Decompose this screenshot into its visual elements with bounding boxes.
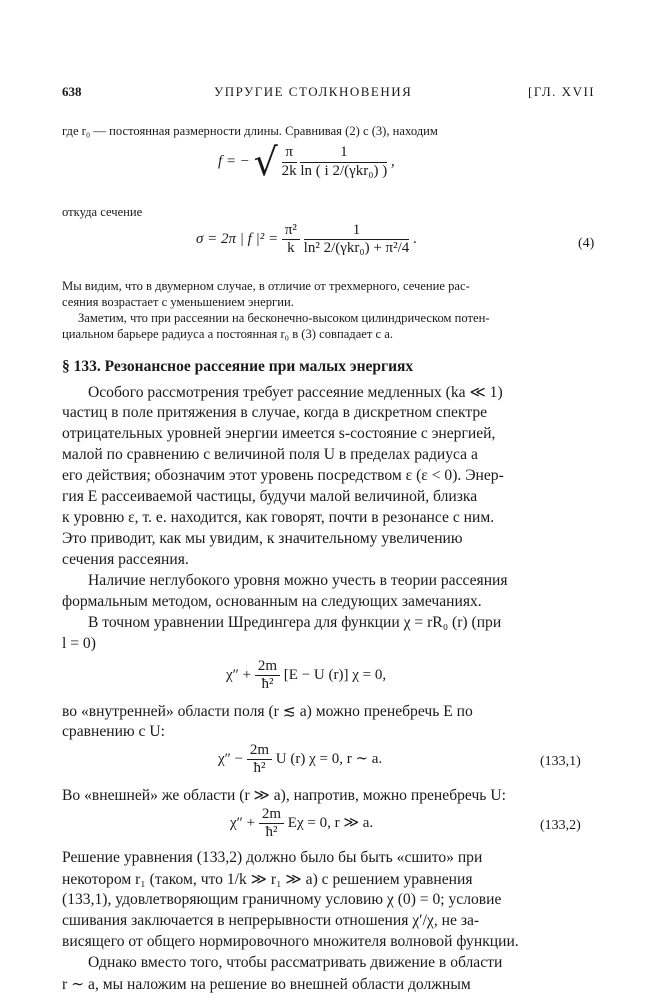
eq-f-sqrt-den: 2k (281, 162, 297, 179)
body-line-4: малой по сравнению с величиной поля U в пределах радиуса a (62, 446, 478, 463)
body-line-7: к уровню ε, т. е. находится, как говорят, почти в резонансе с ним. (62, 509, 495, 526)
body-line-5: его действия; обозначим этот уровень посредством ε (ε < 0). Энер- (62, 467, 504, 484)
body-line-17: Решение уравнения (133,2) должно было бы быть «сшито» при (62, 849, 483, 866)
body-line-13: l = 0) (62, 635, 96, 652)
intro-line-2: откуда сечение (62, 205, 143, 219)
body-line-3: отрицательных уровней энергии имеется s-состояние с энергией, (62, 425, 496, 442)
body-line-15: сравнению с U: (62, 723, 165, 740)
outer-left: χ″ + (230, 815, 256, 832)
chapter-marker: [ГЛ. XVII (528, 84, 596, 99)
eq-sigma-den-1: k (287, 240, 295, 257)
eq-sigma-fraction-1 (282, 222, 300, 258)
inner-coef (247, 742, 272, 778)
eq-sigma-fraction-2 (304, 222, 410, 258)
page-number: 638 (62, 84, 82, 99)
outer-coef-den: ħ² (265, 824, 278, 841)
equation-sigma (196, 222, 417, 258)
eq-sigma-lhs: σ = 2π | f |² = (196, 231, 279, 248)
note-line-4: циальном барьере радиуса a постоянная r₀ в (3) совпадает с a. (62, 327, 394, 341)
equation-outer (230, 806, 373, 842)
schrod-coef-num: 2m (255, 658, 280, 676)
inner-coef-num: 2m (247, 742, 272, 760)
equation-inner (218, 742, 382, 778)
body-line-11: формальным методом, основанным на следующих замечаниях. (62, 593, 482, 610)
body-line-18: некотором r₁ (таком, что 1/k ≫ r₁ ≫ a) с решением уравнения (62, 871, 473, 888)
eq-f-den: ln ( i 2/(γkr₀) ) (300, 162, 388, 179)
outer-coef (259, 806, 284, 842)
schrod-left: χ″ + (226, 667, 252, 684)
eq-sigma-den-2: ln² 2/(γkr₀) + π²/4 (303, 240, 410, 257)
eq-number-133-2: (133,2) (540, 818, 581, 833)
body-line-2: частиц в поле притяжения в случае, когда в дискретном спектре (62, 404, 488, 421)
eq-sigma-num-1: π² (282, 222, 300, 240)
schrod-coef-den: ħ² (261, 676, 274, 693)
eq-sigma-num-2: 1 (304, 222, 410, 240)
equation-f (218, 140, 395, 184)
inner-left: χ″ − (218, 751, 244, 768)
note-line-3: Заметим, что при рассеянии на бесконечно-высоком цилиндрическом потен- (78, 311, 490, 325)
body-line-20: сшивания заключается в непрерывности отношения χ′/χ, не за- (62, 912, 480, 929)
body-line-19: (133,1), удовлетворяющим граничному условию χ (0) = 0; условие (62, 891, 502, 908)
outer-right: Eχ = 0, r ≫ a. (287, 815, 374, 832)
equation-schrodinger (226, 658, 386, 694)
note-line-2: сеяния возрастает с уменьшением энергии. (62, 295, 294, 309)
eq-f-fraction (300, 144, 387, 180)
note-line-1: Мы видим, что в двумерном случае, в отличие от трехмерного, сечение рас- (62, 279, 470, 293)
body-line-16: Во «внешней» же области (r ≫ a), напротив, можно пренебречь U: (62, 787, 506, 804)
body-line-10: Наличие неглубокого уровня можно учесть в теории рассеяния (88, 572, 508, 589)
body-line-23: r ∼ a, мы наложим на решение во внешней области должным (62, 976, 471, 993)
eq-sigma-tail: . (413, 231, 417, 248)
body-line-8: Это приводит, как мы увидим, к значительному увеличению (62, 530, 463, 547)
body-line-21: висящего от общего нормировочного множителя волновой функции. (62, 933, 519, 950)
outer-coef-num: 2m (259, 806, 284, 824)
body-line-12: В точном уравнении Шредингера для функции χ = rR₀ (r) (при (88, 614, 502, 631)
body-line-9: сечения рассеяния. (62, 551, 189, 568)
section-heading: § 133. Резонансное рассеяние при малых энергиях (62, 358, 414, 375)
eq-f-sqrt-fraction (282, 144, 297, 180)
schrod-coef (255, 658, 280, 694)
eq-number-133-1: (133,1) (540, 754, 581, 769)
inner-right: U (r) χ = 0, r ∼ a. (275, 751, 383, 768)
eq-f-sqrt-num: π (282, 144, 297, 162)
inner-coef-den: ħ² (253, 760, 266, 777)
body-line-22: Однако вместо того, чтобы рассматривать движение в области (88, 954, 503, 971)
sqrt-sign: √ (253, 140, 278, 184)
running-title: УПРУГИЕ СТОЛКНОВЕНИЯ (214, 84, 413, 99)
body-line-6: гия E рассеиваемой частицы, будучи малой величиной, близка (62, 488, 478, 505)
schrod-right: [E − U (r)] χ = 0, (283, 667, 387, 684)
eq-number-4: (4) (578, 236, 595, 251)
body-line-1: Особого рассмотрения требует рассеяние медленных (ka ≪ 1) (88, 384, 503, 401)
eq-f-tail: , (390, 153, 395, 170)
eq-f-num: 1 (300, 144, 387, 162)
intro-line-1: где r₀ — постоянная размерности длины. Сравнивая (2) с (3), находим (62, 124, 438, 138)
eq-f-lhs: f = − (218, 153, 250, 170)
body-line-14: во «внутренней» области поля (r ≲ a) можно пренебречь E по (62, 703, 473, 720)
